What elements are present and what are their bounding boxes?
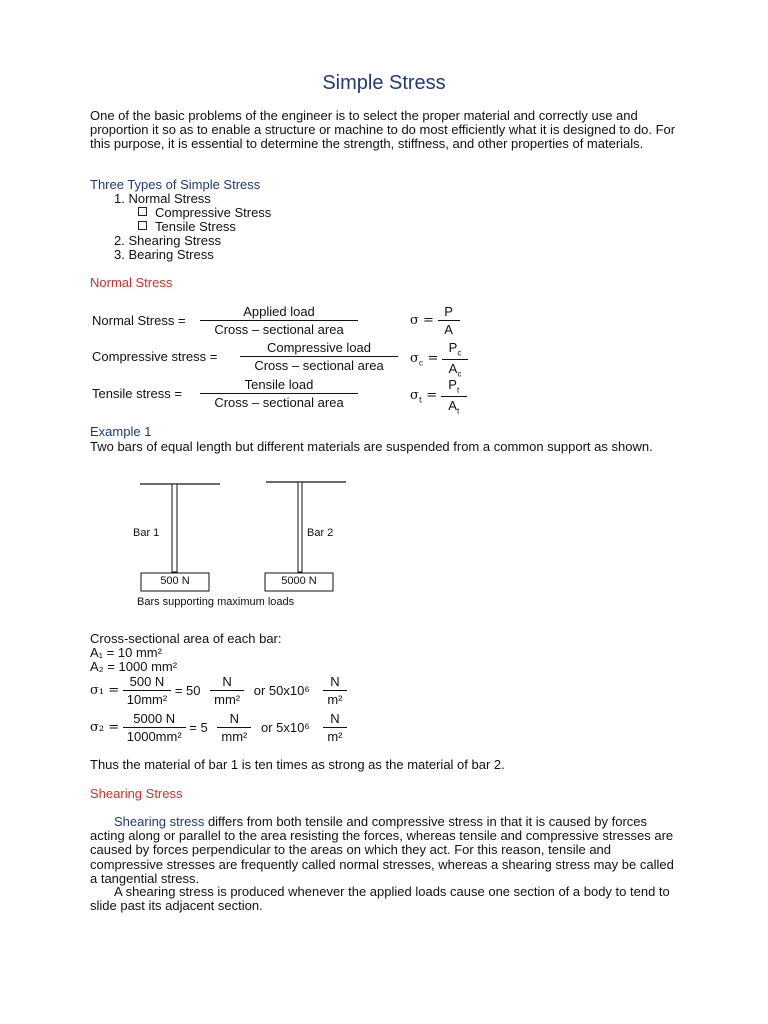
equation-sigma-1: σ₁ = $\frac{500 N}{\text{10mm²}}$ = 50 $\frac{N}{\text{mm²}}$ or 50x10⁶ $\frac{N}{\text{m²}}$: [90, 674, 347, 707]
area-a1: A₁ = 10 mm²: [90, 645, 162, 660]
equation-compressive-symbol: $\sigma_c$ = $\frac{P_c}{A_c}$: [410, 340, 468, 378]
load-1-label: 500 N: [160, 575, 190, 587]
equation-tensile-symbol: $\sigma_t$ = $\frac{P_t}{A_t}$: [410, 377, 467, 415]
shearing-term: Shearing stress: [114, 814, 205, 829]
checkbox-icon: [138, 207, 147, 216]
equation-normal-symbol: σ = $\frac{P}{A}$: [410, 304, 460, 337]
bar-2-rod: [298, 482, 302, 572]
bar-1-label: Bar 1: [133, 527, 160, 539]
example-text: Two bars of equal length but different materials are suspended from a common support as shown.: [90, 439, 653, 454]
load-2-label: 5000 N: [281, 575, 317, 587]
shearing-paragraph-1: Shearing stress differs from both tensile and compressive stress in that it is caused by forces acting along or parallel to the area resisting the forces, whereas tensile and compressive stresses are caused by forces perpendicular to the areas on which they act. For this reason, tensile and compressive stresses are frequently called normal stresses, whereas a shearing stress may be called a tangential stress.: [90, 814, 674, 886]
intro-paragraph: One of the basic problems of the engineer is to select the proper material and correctly use and proportion it so as to enable a structure or machine to do most efficiently what it is designed to do. For this purpose, it is essential to determine the strength, stiffness, and other properties of materials.: [90, 108, 676, 152]
page-title: Simple Stress: [322, 72, 446, 94]
figure-caption: Bars supporting maximum loads: [137, 596, 295, 608]
types-heading: Three Types of Simple Stress: [90, 177, 261, 192]
area-a2: A₂ = 1000 mm²: [90, 659, 178, 674]
types-subitem-tensile: Tensile Stress: [138, 220, 236, 234]
checkbox-icon: [138, 221, 147, 230]
types-item-shearing: 2. Shearing Stress: [114, 233, 221, 248]
area-heading: Cross-sectional area of each bar:: [90, 631, 282, 646]
types-item-normal: 1. Normal Stress: [114, 191, 211, 206]
types-item-bearing: 3. Bearing Stress: [114, 247, 214, 262]
example-heading: Example 1: [90, 424, 152, 439]
example-conclusion: Thus the material of bar 1 is ten times as strong as the material of bar 2.: [90, 757, 505, 772]
bar-2-label: Bar 2: [307, 527, 334, 539]
types-subitem-compressive: Compressive Stress: [138, 206, 271, 220]
equation-sigma-2: σ₂ = $\frac{5000 N}{\text{1000mm²}}$ = 5 $\frac{N}{\text{mm²}}$ or 5x10⁶ $\frac{N}{\text{m²}}$: [90, 711, 347, 744]
normal-stress-heading: Normal Stress: [90, 275, 173, 290]
bar-1-rod: [172, 484, 177, 572]
equation-tensile-stress: Tensile stress = $\frac{\text{Tensile load}}{\text{Cross – sectional area}}$: [92, 377, 358, 410]
shearing-paragraph-2: A shearing stress is produced whenever the applied loads cause one section of a body to tend to slide past its adjacent section.: [90, 884, 670, 914]
equation-compressive-stress: Compressive stress = $\frac{\text{Compressive load}}{\text{Cross – sectional area}}$: [92, 340, 398, 373]
shearing-stress-heading: Shearing Stress: [90, 786, 183, 801]
equation-normal-stress: Normal Stress = $\frac{\text{Applied load}}{\text{Cross – sectional area}}$: [92, 304, 358, 337]
